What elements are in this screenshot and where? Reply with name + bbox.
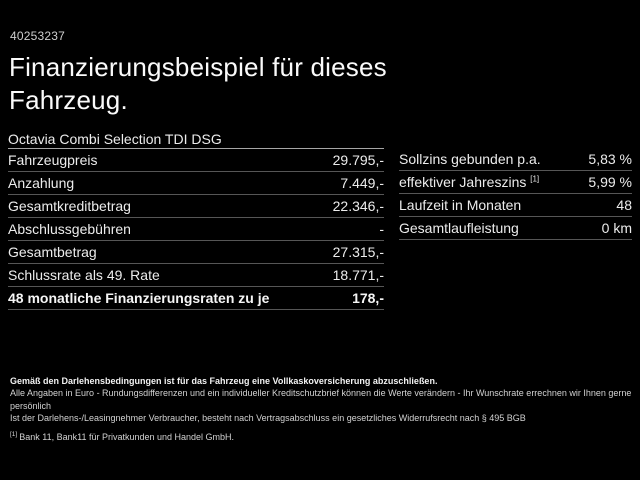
row-value: 5,99 %: [588, 174, 632, 190]
legal-footer: [10, 375, 632, 443]
row-value: 18.771,-: [332, 267, 384, 283]
row-value: 29.795,-: [332, 152, 384, 168]
row-label: Anzahlung: [8, 175, 75, 191]
row-value: 5,83 %: [588, 151, 632, 167]
row-label: Laufzeit in Monaten: [399, 197, 522, 213]
page-title: Finanzierungsbeispiel für dieses Fahrzeug.: [9, 52, 387, 115]
row-label: Gesamtbetrag: [8, 244, 97, 260]
footer-line-insurance: Gemäß den Darlehensbedingungen ist für das Fahrzeug eine Vollkaskoversicherung abzuschließen.: [10, 376, 438, 386]
table-row: [399, 194, 632, 217]
conditions-table: [399, 148, 632, 240]
row-label: effektiver Jahreszins [1]: [399, 174, 540, 190]
table-row: [399, 148, 632, 171]
table-row: [8, 149, 384, 172]
row-value: 178,-: [352, 290, 384, 306]
row-label: Gesamtkreditbetrag: [8, 198, 131, 214]
vehicle-model-label: Octavia Combi Selection TDI DSG: [8, 131, 222, 147]
row-label: Sollzins gebunden p.a.: [399, 151, 541, 167]
footnote-marker: [1]: [10, 430, 18, 438]
table-row: [8, 264, 384, 287]
table-row-monthly-rate: [8, 287, 384, 310]
row-value: 7.449,-: [340, 175, 384, 191]
footer-footnote: [10, 431, 632, 443]
footer-line-withdrawal: Ist der Darlehens-/Leasingnehmer Verbraucher, besteht nach Vertragsabschluss ein gesetzliches Widerrufsrecht nach § 495 BGB: [10, 413, 526, 424]
row-label: 48 monatliche Finanzierungsraten zu je: [8, 290, 270, 306]
row-value: 48: [616, 197, 632, 213]
footer-line-disclaimer: Alle Angaben in Euro - Rundungsdifferenzen und ein individueller Kreditschutzbrief können die Werte verändern - Ihr Wunschrate errechnen wir Ihnen gerne persönlich: [10, 388, 632, 411]
row-label: Fahrzeugpreis: [8, 152, 98, 168]
row-label: Schlussrate als 49. Rate: [8, 267, 160, 283]
table-row: [8, 218, 384, 241]
footnote-ref: [1]: [530, 174, 540, 184]
table-row: [399, 217, 632, 240]
footnote-text: Bank 11, Bank11 für Privatkunden und Handel GmbH.: [19, 431, 235, 442]
row-label: Abschlussgebühren: [8, 221, 131, 237]
table-row: [8, 172, 384, 195]
vehicle-model-header: [8, 128, 384, 149]
offer-id-number: 40253237: [10, 29, 65, 43]
row-label: Gesamtlaufleistung: [399, 220, 519, 236]
row-value: 27.315,-: [332, 244, 384, 260]
table-row: [399, 171, 632, 194]
row-value: 22.346,-: [332, 198, 384, 214]
financing-table: [8, 128, 384, 310]
table-row: [8, 195, 384, 218]
row-value: 0 km: [601, 220, 632, 236]
table-row: [8, 241, 384, 264]
row-value: -: [379, 221, 384, 237]
